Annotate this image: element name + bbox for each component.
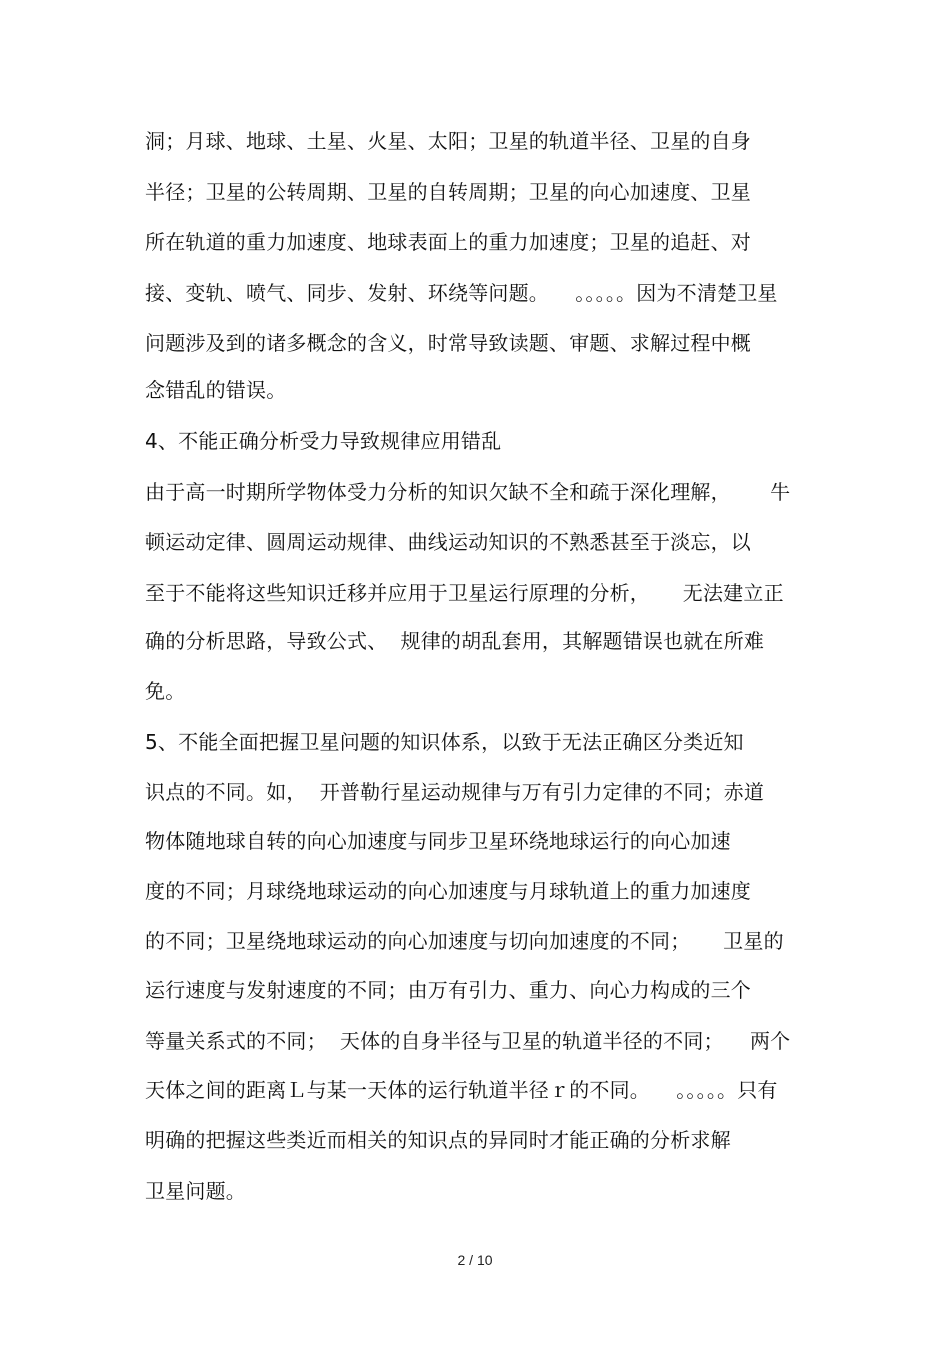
text-line: 等量关系式的不同； 天体的自身半径与卫星的轨道半径的不同； 两个	[145, 1029, 791, 1053]
text-line: 半径；卫星的公转周期、卫星的自转周期；卫星的向心加速度、卫星	[145, 180, 751, 204]
text-line: 确的分析思路，导致公式、 规律的胡乱套用，其解题错误也就在所难	[145, 629, 765, 653]
section-heading: 4、不能正确分析受力导致规律应用错乱	[145, 429, 502, 453]
text-line: 物体随地球自转的向心加速度与同步卫星环绕地球运行的向心加速	[145, 829, 731, 853]
text-line: 明确的把握这些类近而相关的知识点的异同时才能正确的分析求解	[145, 1128, 731, 1152]
text-line: 所在轨道的重力加速度、地球表面上的重力加速度；卫星的追赶、对	[145, 230, 751, 254]
text-line: 运行速度与发射速度的不同；由万有引力、重力、向心力构成的三个	[145, 978, 751, 1002]
text-line: 天体之间的距离Ｌ与某一天体的运行轨道半径ｒ的不同。 。。。。。只有	[145, 1078, 778, 1102]
text-line: 念错乱的错误。	[145, 378, 287, 402]
text-line: 识点的不同。如， 开普勒行星运动规律与万有引力定律的不同；赤道	[145, 780, 765, 804]
text-line: 由于高一时期所学物体受力分析的知识欠缺不全和疏于深化理解， 牛	[145, 480, 791, 504]
text-line: 洞；月球、地球、土星、火星、太阳；卫星的轨道半径、卫星的自身	[145, 129, 751, 153]
text-line: 顿运动定律、圆周运动规律、曲线运动知识的不熟悉甚至于淡忘，以	[145, 530, 751, 554]
text-line: 至于不能将这些知识迁移并应用于卫星运行原理的分析， 无法建立正	[145, 581, 784, 605]
text-line: 问题涉及到的诸多概念的含义，时常导致读题、审题、求解过程中概	[145, 331, 751, 355]
section-heading: 5、不能全面把握卫星问题的知识体系，以致于无法正确区分类近知	[145, 730, 744, 754]
text-line: 免。	[145, 679, 186, 703]
text-line: 度的不同；月球绕地球运动的向心加速度与月球轨道上的重力加速度	[145, 879, 751, 903]
text-line: 接、变轨、喷气、同步、发射、环绕等问题。 。。。。。因为不清楚卫星	[145, 281, 778, 305]
text-line: 的不同；卫星绕地球运动的向心加速度与切向加速度的不同； 卫星的	[145, 929, 784, 953]
text-line: 卫星问题。	[145, 1179, 246, 1203]
page-number: 2 / 10	[457, 1252, 493, 1268]
